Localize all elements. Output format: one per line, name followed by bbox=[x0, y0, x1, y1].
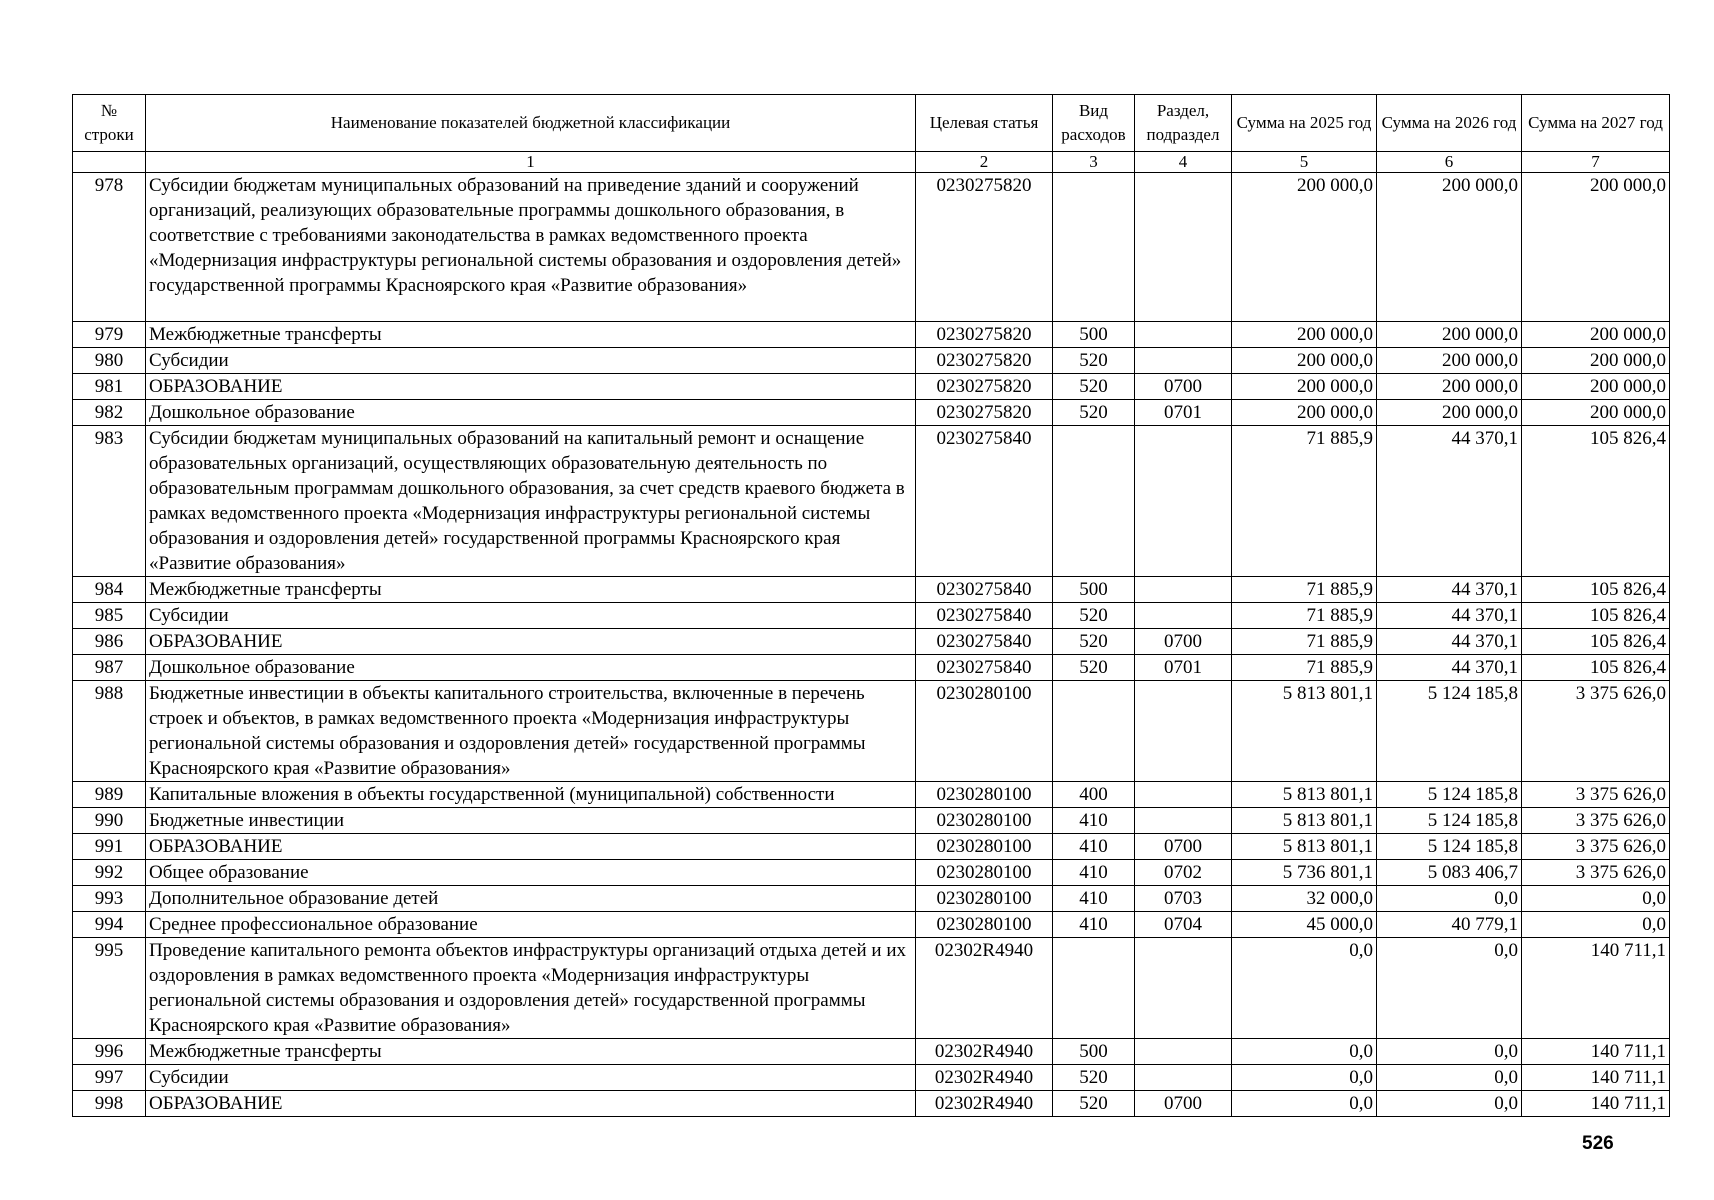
row-name: Межбюджетные трансферты bbox=[146, 1039, 916, 1065]
table-row bbox=[73, 322, 1670, 348]
row-expense-type: 520 bbox=[1053, 629, 1135, 655]
col-number: 7 bbox=[1522, 152, 1670, 173]
row-expense-type: 520 bbox=[1053, 603, 1135, 629]
header-sum-2027: Сумма на 2027 год bbox=[1522, 95, 1670, 152]
row-target-code: 02302R4940 bbox=[916, 938, 1053, 1039]
row-name: Дополнительное образование детей bbox=[146, 886, 916, 912]
row-section bbox=[1135, 173, 1232, 322]
row-sum-2025: 71 885,9 bbox=[1232, 577, 1377, 603]
row-sum-2025: 5 813 801,1 bbox=[1232, 808, 1377, 834]
row-expense-type bbox=[1053, 938, 1135, 1039]
row-number: 978 bbox=[73, 173, 146, 322]
table-row bbox=[73, 1039, 1670, 1065]
row-section: 0701 bbox=[1135, 655, 1232, 681]
row-expense-type: 410 bbox=[1053, 886, 1135, 912]
row-sum-2025: 71 885,9 bbox=[1232, 629, 1377, 655]
row-sum-2026: 0,0 bbox=[1377, 1091, 1522, 1117]
row-sum-2026: 200 000,0 bbox=[1377, 400, 1522, 426]
col-number: 3 bbox=[1053, 152, 1135, 173]
row-sum-2027: 105 826,4 bbox=[1522, 655, 1670, 681]
row-expense-type bbox=[1053, 681, 1135, 782]
row-sum-2027: 140 711,1 bbox=[1522, 1065, 1670, 1091]
row-section: 0700 bbox=[1135, 629, 1232, 655]
row-section bbox=[1135, 1039, 1232, 1065]
header-name: Наименование показателей бюджетной классификации bbox=[146, 95, 916, 152]
row-sum-2025: 71 885,9 bbox=[1232, 655, 1377, 681]
row-sum-2027: 0,0 bbox=[1522, 886, 1670, 912]
header-sum-2026: Сумма на 2026 год bbox=[1377, 95, 1522, 152]
table-row bbox=[73, 782, 1670, 808]
row-sum-2026: 200 000,0 bbox=[1377, 348, 1522, 374]
header-type: Вид расходов bbox=[1053, 95, 1135, 152]
row-sum-2025: 0,0 bbox=[1232, 1065, 1377, 1091]
row-target-code: 0230275840 bbox=[916, 577, 1053, 603]
budget-table bbox=[72, 94, 1670, 1117]
row-expense-type bbox=[1053, 426, 1135, 577]
table-row bbox=[73, 681, 1670, 782]
row-sum-2026: 5 083 406,7 bbox=[1377, 860, 1522, 886]
row-name: Субсидии бюджетам муниципальных образований на капитальный ремонт и оснащение образовательных организаций, осуществляющих образовательную деятельность по образовательным программам дошкольного образования, за счет средств краевого бюджета в рамках ведомственного проекта «Модернизация инфраструктуры региональной системы образования и оздоровления детей» государственной программы Красноярского края «Развитие образования» bbox=[146, 426, 916, 577]
row-name: Субсидии бюджетам муниципальных образований на приведение зданий и сооружений организаций, реализующих образовательные программы дошкольного образования, в соответствие с требованиями законодательства в рамках ведомственного проекта «Модернизация инфраструктуры региональной системы образования и оздоровления детей» государственной программы Красноярского края «Развитие образования» bbox=[146, 173, 916, 322]
row-section: 0703 bbox=[1135, 886, 1232, 912]
row-expense-type: 520 bbox=[1053, 1065, 1135, 1091]
row-sum-2026: 5 124 185,8 bbox=[1377, 782, 1522, 808]
row-section: 0700 bbox=[1135, 1091, 1232, 1117]
row-sum-2026: 200 000,0 bbox=[1377, 374, 1522, 400]
table-row bbox=[73, 1091, 1670, 1117]
table-row bbox=[73, 603, 1670, 629]
row-expense-type: 400 bbox=[1053, 782, 1135, 808]
row-number: 984 bbox=[73, 577, 146, 603]
row-sum-2025: 200 000,0 bbox=[1232, 348, 1377, 374]
row-expense-type: 520 bbox=[1053, 655, 1135, 681]
row-number: 993 bbox=[73, 886, 146, 912]
row-name: Субсидии bbox=[146, 603, 916, 629]
row-section bbox=[1135, 603, 1232, 629]
row-target-code: 0230275820 bbox=[916, 322, 1053, 348]
row-sum-2027: 140 711,1 bbox=[1522, 1039, 1670, 1065]
row-target-code: 0230275820 bbox=[916, 400, 1053, 426]
row-name: Дошкольное образование bbox=[146, 655, 916, 681]
row-number: 989 bbox=[73, 782, 146, 808]
row-sum-2025: 5 813 801,1 bbox=[1232, 782, 1377, 808]
row-name: Межбюджетные трансферты bbox=[146, 577, 916, 603]
row-sum-2027: 3 375 626,0 bbox=[1522, 782, 1670, 808]
table-row bbox=[73, 173, 1670, 322]
row-sum-2027: 0,0 bbox=[1522, 912, 1670, 938]
row-section: 0700 bbox=[1135, 834, 1232, 860]
row-section bbox=[1135, 681, 1232, 782]
row-number: 982 bbox=[73, 400, 146, 426]
row-name: Межбюджетные трансферты bbox=[146, 322, 916, 348]
row-expense-type: 410 bbox=[1053, 834, 1135, 860]
row-expense-type: 410 bbox=[1053, 808, 1135, 834]
row-target-code: 0230280100 bbox=[916, 782, 1053, 808]
table-row bbox=[73, 348, 1670, 374]
row-sum-2026: 200 000,0 bbox=[1377, 322, 1522, 348]
row-sum-2026: 0,0 bbox=[1377, 1065, 1522, 1091]
row-number: 988 bbox=[73, 681, 146, 782]
row-sum-2027: 3 375 626,0 bbox=[1522, 681, 1670, 782]
row-expense-type: 520 bbox=[1053, 374, 1135, 400]
row-sum-2026: 44 370,1 bbox=[1377, 629, 1522, 655]
row-target-code: 02302R4940 bbox=[916, 1091, 1053, 1117]
column-number-row bbox=[73, 152, 1670, 173]
row-number: 990 bbox=[73, 808, 146, 834]
table-row bbox=[73, 886, 1670, 912]
row-number: 987 bbox=[73, 655, 146, 681]
row-section bbox=[1135, 938, 1232, 1039]
row-sum-2025: 5 813 801,1 bbox=[1232, 834, 1377, 860]
row-name: Капитальные вложения в объекты государственной (муниципальной) собственности bbox=[146, 782, 916, 808]
row-number: 992 bbox=[73, 860, 146, 886]
table-row bbox=[73, 912, 1670, 938]
row-sum-2026: 44 370,1 bbox=[1377, 577, 1522, 603]
row-sum-2027: 3 375 626,0 bbox=[1522, 834, 1670, 860]
table-row bbox=[73, 577, 1670, 603]
row-name: Среднее профессиональное образование bbox=[146, 912, 916, 938]
row-target-code: 0230275840 bbox=[916, 603, 1053, 629]
row-sum-2025: 5 736 801,1 bbox=[1232, 860, 1377, 886]
row-name: ОБРАЗОВАНИЕ bbox=[146, 374, 916, 400]
row-expense-type: 410 bbox=[1053, 860, 1135, 886]
row-sum-2027: 200 000,0 bbox=[1522, 173, 1670, 322]
col-number: 5 bbox=[1232, 152, 1377, 173]
row-target-code: 0230280100 bbox=[916, 860, 1053, 886]
row-target-code: 0230275840 bbox=[916, 655, 1053, 681]
row-name: Дошкольное образование bbox=[146, 400, 916, 426]
row-number: 979 bbox=[73, 322, 146, 348]
row-target-code: 02302R4940 bbox=[916, 1065, 1053, 1091]
row-number: 985 bbox=[73, 603, 146, 629]
row-target-code: 02302R4940 bbox=[916, 1039, 1053, 1065]
row-sum-2026: 200 000,0 bbox=[1377, 173, 1522, 322]
col-number: 1 bbox=[146, 152, 916, 173]
header-sum-2025: Сумма на 2025 год bbox=[1232, 95, 1377, 152]
table-row bbox=[73, 655, 1670, 681]
row-sum-2027: 105 826,4 bbox=[1522, 426, 1670, 577]
row-number: 998 bbox=[73, 1091, 146, 1117]
row-sum-2027: 140 711,1 bbox=[1522, 1091, 1670, 1117]
row-section bbox=[1135, 782, 1232, 808]
row-number: 980 bbox=[73, 348, 146, 374]
row-number: 991 bbox=[73, 834, 146, 860]
row-section: 0701 bbox=[1135, 400, 1232, 426]
row-section bbox=[1135, 1065, 1232, 1091]
row-number: 983 bbox=[73, 426, 146, 577]
row-sum-2027: 3 375 626,0 bbox=[1522, 808, 1670, 834]
row-expense-type: 520 bbox=[1053, 1091, 1135, 1117]
header-target: Целевая статья bbox=[916, 95, 1053, 152]
row-sum-2027: 3 375 626,0 bbox=[1522, 860, 1670, 886]
row-section: 0702 bbox=[1135, 860, 1232, 886]
col-number: 4 bbox=[1135, 152, 1232, 173]
table-row bbox=[73, 629, 1670, 655]
row-target-code: 0230275820 bbox=[916, 173, 1053, 322]
header-row bbox=[73, 95, 1670, 152]
row-sum-2026: 5 124 185,8 bbox=[1377, 681, 1522, 782]
row-section bbox=[1135, 577, 1232, 603]
row-sum-2026: 5 124 185,8 bbox=[1377, 834, 1522, 860]
row-sum-2026: 0,0 bbox=[1377, 1039, 1522, 1065]
row-target-code: 0230280100 bbox=[916, 912, 1053, 938]
table-row bbox=[73, 1065, 1670, 1091]
row-sum-2025: 0,0 bbox=[1232, 938, 1377, 1039]
row-section bbox=[1135, 322, 1232, 348]
table-row bbox=[73, 860, 1670, 886]
row-name: ОБРАЗОВАНИЕ bbox=[146, 629, 916, 655]
row-target-code: 0230280100 bbox=[916, 808, 1053, 834]
row-target-code: 0230280100 bbox=[916, 681, 1053, 782]
row-target-code: 0230275840 bbox=[916, 426, 1053, 577]
header-section: Раздел, подраздел bbox=[1135, 95, 1232, 152]
row-name: Субсидии bbox=[146, 1065, 916, 1091]
row-name: Общее образование bbox=[146, 860, 916, 886]
row-sum-2026: 44 370,1 bbox=[1377, 426, 1522, 577]
table-row bbox=[73, 426, 1670, 577]
row-sum-2027: 105 826,4 bbox=[1522, 603, 1670, 629]
row-sum-2025: 32 000,0 bbox=[1232, 886, 1377, 912]
table-body bbox=[73, 173, 1670, 1117]
row-number: 995 bbox=[73, 938, 146, 1039]
row-expense-type: 500 bbox=[1053, 322, 1135, 348]
row-expense-type: 500 bbox=[1053, 577, 1135, 603]
row-sum-2026: 0,0 bbox=[1377, 886, 1522, 912]
row-target-code: 0230275820 bbox=[916, 374, 1053, 400]
col-number: 2 bbox=[916, 152, 1053, 173]
row-name: ОБРАЗОВАНИЕ bbox=[146, 1091, 916, 1117]
col-number: 6 bbox=[1377, 152, 1522, 173]
row-expense-type: 520 bbox=[1053, 348, 1135, 374]
row-sum-2027: 200 000,0 bbox=[1522, 348, 1670, 374]
table-row bbox=[73, 808, 1670, 834]
row-sum-2025: 200 000,0 bbox=[1232, 173, 1377, 322]
row-section bbox=[1135, 808, 1232, 834]
row-section bbox=[1135, 348, 1232, 374]
row-number: 981 bbox=[73, 374, 146, 400]
page-number: 526 bbox=[1582, 1133, 1614, 1154]
row-expense-type: 500 bbox=[1053, 1039, 1135, 1065]
row-sum-2027: 200 000,0 bbox=[1522, 322, 1670, 348]
row-sum-2027: 200 000,0 bbox=[1522, 374, 1670, 400]
row-name: ОБРАЗОВАНИЕ bbox=[146, 834, 916, 860]
row-name: Субсидии bbox=[146, 348, 916, 374]
row-sum-2025: 71 885,9 bbox=[1232, 603, 1377, 629]
table-row bbox=[73, 400, 1670, 426]
row-sum-2026: 5 124 185,8 bbox=[1377, 808, 1522, 834]
row-sum-2025: 200 000,0 bbox=[1232, 400, 1377, 426]
row-sum-2026: 0,0 bbox=[1377, 938, 1522, 1039]
row-name: Бюджетные инвестиции в объекты капитального строительства, включенные в перечень строек и объектов, в рамках ведомственного проекта «Модернизация инфраструктуры региональной системы образования и оздоровления детей» государственной программы Красноярского края «Развитие образования» bbox=[146, 681, 916, 782]
row-number: 986 bbox=[73, 629, 146, 655]
row-expense-type: 410 bbox=[1053, 912, 1135, 938]
header-row-no: № строки bbox=[73, 95, 146, 152]
row-section: 0704 bbox=[1135, 912, 1232, 938]
row-sum-2027: 105 826,4 bbox=[1522, 629, 1670, 655]
col-number bbox=[73, 152, 146, 173]
row-sum-2025: 0,0 bbox=[1232, 1091, 1377, 1117]
row-name: Бюджетные инвестиции bbox=[146, 808, 916, 834]
row-number: 996 bbox=[73, 1039, 146, 1065]
row-sum-2026: 44 370,1 bbox=[1377, 603, 1522, 629]
row-target-code: 0230275840 bbox=[916, 629, 1053, 655]
row-name: Проведение капитального ремонта объектов инфраструктуры организаций отдыха детей и их оздоровления в рамках ведомственного проекта «Модернизация инфраструктуры региональной системы образования и оздоровления детей» государственной программы Красноярского края «Развитие образования» bbox=[146, 938, 916, 1039]
row-sum-2025: 45 000,0 bbox=[1232, 912, 1377, 938]
row-sum-2027: 140 711,1 bbox=[1522, 938, 1670, 1039]
row-target-code: 0230275820 bbox=[916, 348, 1053, 374]
table-row bbox=[73, 938, 1670, 1039]
row-sum-2025: 5 813 801,1 bbox=[1232, 681, 1377, 782]
row-section: 0700 bbox=[1135, 374, 1232, 400]
row-number: 994 bbox=[73, 912, 146, 938]
row-sum-2026: 40 779,1 bbox=[1377, 912, 1522, 938]
table-row bbox=[73, 374, 1670, 400]
row-sum-2025: 0,0 bbox=[1232, 1039, 1377, 1065]
row-sum-2027: 105 826,4 bbox=[1522, 577, 1670, 603]
table-row bbox=[73, 834, 1670, 860]
row-sum-2027: 200 000,0 bbox=[1522, 400, 1670, 426]
row-sum-2025: 200 000,0 bbox=[1232, 322, 1377, 348]
row-target-code: 0230280100 bbox=[916, 834, 1053, 860]
row-sum-2025: 200 000,0 bbox=[1232, 374, 1377, 400]
row-number: 997 bbox=[73, 1065, 146, 1091]
row-expense-type bbox=[1053, 173, 1135, 322]
row-section bbox=[1135, 426, 1232, 577]
row-target-code: 0230280100 bbox=[916, 886, 1053, 912]
row-expense-type: 520 bbox=[1053, 400, 1135, 426]
row-sum-2025: 71 885,9 bbox=[1232, 426, 1377, 577]
row-sum-2026: 44 370,1 bbox=[1377, 655, 1522, 681]
